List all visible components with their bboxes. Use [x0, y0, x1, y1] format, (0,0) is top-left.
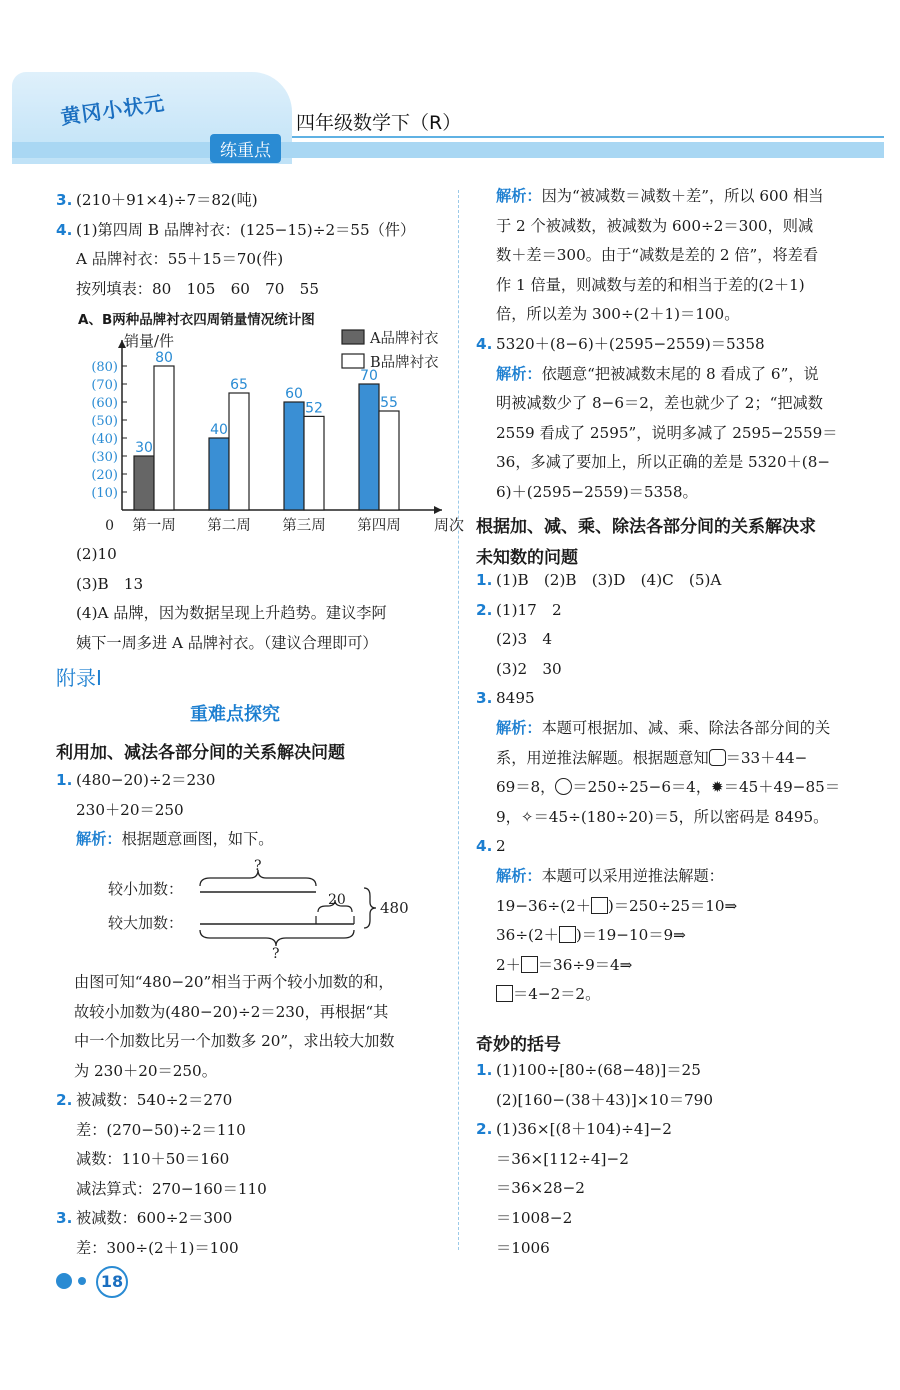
legend-label: B品牌衬衣	[370, 355, 439, 371]
blank-box	[591, 897, 608, 914]
s2-number: 2.	[476, 600, 493, 619]
bar-b	[154, 366, 174, 510]
s1-number: 1.	[476, 571, 493, 589]
y-tick-label: (30)	[91, 450, 118, 465]
t2-line4: ＝1008−2	[496, 1208, 573, 1227]
s3-note-b2: ＝33＋44−	[725, 748, 808, 767]
right-column-bottom	[476, 1056, 876, 1263]
r2-line-4: 36，多减了要加上，所以正确的差是 5320＋(8−	[496, 453, 831, 472]
section2-line-1: 根据加、减、乘、除法各部分间的关系解决求	[476, 517, 816, 537]
subheading: 重难点探究	[190, 704, 280, 725]
p1-note: 根据题意画图，如下。	[121, 830, 274, 849]
bar-value-label: 52	[305, 400, 323, 417]
total-brace	[364, 888, 376, 928]
p1-line2: 230＋20＝250	[76, 800, 184, 819]
left-column-top	[56, 186, 451, 304]
bar-a	[359, 384, 379, 510]
bar-value-label: 80	[155, 350, 173, 366]
s3-note-b1: 系，用逆推法解题。根据题意知	[496, 748, 709, 767]
s4-eq3-a: 2＋	[496, 955, 521, 974]
header-band	[12, 142, 884, 158]
t2-number: 2.	[476, 1120, 493, 1139]
t2-line5: ＝1006	[496, 1238, 550, 1257]
y-tick-label: (10)	[91, 486, 118, 501]
category-label: 第二周	[207, 518, 251, 534]
legend-swatch	[342, 354, 364, 368]
y-tick-label: (70)	[91, 378, 118, 393]
expl-line-1: 由图可知“480−20”相当于两个较小加数的和，	[74, 973, 394, 991]
blank-box	[496, 985, 513, 1002]
q4-number: 4.	[56, 220, 73, 239]
bar-a	[284, 402, 304, 510]
section-badge: 练重点	[210, 134, 281, 163]
problem2-3	[56, 1086, 451, 1264]
q4-part3: (3)B 13	[76, 574, 144, 593]
s4-number: 4.	[476, 837, 493, 856]
t1-line1: (1)100÷[80÷(68−48)]＝25	[496, 1061, 701, 1079]
t2-line2: ＝36×[112÷4]−2	[496, 1149, 629, 1168]
r2-line-2: 明被减数少了 8−6＝2，差也就少了 2；“把减数	[496, 394, 823, 413]
blank-box	[559, 926, 576, 943]
p1-line1: (480−20)÷2＝230	[76, 771, 216, 789]
section1-heading: 利用加、减法各部分间的关系解决问题	[56, 743, 345, 763]
bar-value-label: 65	[230, 377, 248, 393]
page-number: 18	[96, 1266, 128, 1298]
t1-number: 1.	[476, 1061, 493, 1079]
s4-eq2-b: )＝19−10＝9⇒	[575, 926, 686, 945]
star-icon: ✧	[520, 807, 534, 826]
bar-value-label: 60	[285, 386, 303, 402]
r2-line-3: 2559 看成了 2595”，说明多减了 2595−2559＝	[496, 423, 838, 442]
bottom-question: ?	[272, 946, 280, 962]
s3-note-d1: 9，	[496, 807, 521, 826]
s3-answer: 8495	[496, 689, 535, 708]
s4-eq1-b: )＝250÷25＝10⇒	[607, 896, 738, 915]
bar-b	[304, 416, 324, 510]
r1-line-3: 数＋差＝300。由于“减数是差的 2 倍”，将差看	[496, 246, 819, 265]
rounded-square-symbol	[709, 749, 726, 766]
top-question: ?	[254, 858, 262, 874]
chart-title: A、B两种品牌衬衣四周销量情况统计图	[78, 312, 315, 328]
right-column-mid	[476, 566, 876, 1010]
p1-note-label: 解析：	[76, 830, 122, 849]
s3-note-c1: 69＝8，	[496, 778, 556, 797]
r2-note-label: 解析：	[496, 364, 542, 383]
brand-logo: 黄冈小状元	[59, 90, 167, 130]
section2-heading	[476, 512, 816, 574]
rq4-answer: 5320＋(8−6)＋(2595−2559)＝5358	[496, 334, 765, 353]
bar-b	[229, 393, 249, 510]
s4-eq1-a: 19−36÷(2＋	[496, 896, 591, 915]
q4-line3: 按列填表：80 105 60 70 55	[76, 279, 319, 298]
x-axis-label: 周次	[434, 516, 465, 534]
diff-label: 20	[328, 892, 346, 908]
s3-note-label: 解析：	[496, 718, 542, 737]
p1-number: 1.	[56, 771, 73, 789]
category-label: 第一周	[132, 518, 176, 534]
p2-number: 2.	[56, 1091, 73, 1109]
y-tick-label: (60)	[91, 396, 118, 411]
r2-line-1: 依题意“把被减数末尾的 8 看成了 6”，说	[541, 364, 819, 383]
q3-number: 3.	[56, 191, 73, 209]
column-divider	[458, 190, 459, 1250]
origin-label: 0	[105, 518, 114, 534]
p2-line2: 差：(270−50)÷2＝110	[76, 1120, 246, 1139]
q4-part2: (2)10	[76, 545, 117, 563]
y-tick-label: (80)	[91, 360, 118, 375]
addend-diagram	[70, 852, 450, 962]
s4-note: 本题可以采用逆推法解题：	[541, 866, 724, 885]
rq4-number: 4.	[476, 334, 493, 353]
expl-line-4: 为 230＋20＝250。	[74, 1061, 217, 1080]
y-axis-label: 销量/件	[124, 332, 175, 350]
bar-a	[134, 456, 154, 510]
q4-part4-a: (4)A 品牌，因为数据呈现上升趋势。建议李阿	[76, 604, 387, 623]
bar-b	[379, 411, 399, 510]
s4-eq2-a: 36÷(2＋	[496, 926, 559, 945]
bar-chart	[56, 328, 465, 548]
explanation	[74, 968, 454, 1086]
expl-line-3: 中一个加数比另一个加数多 20”，求出较大加数	[74, 1032, 395, 1051]
s3-note-a: 本题可根据加、减、乘、除法各部分间的关	[541, 718, 831, 737]
t1-line2: (2)[160−(38＋43)]×10＝790	[496, 1090, 713, 1109]
section2-line-2: 未知数的问题	[476, 548, 578, 568]
s3-note-c2: ＝250÷25−6＝4，	[572, 778, 712, 797]
s4-note-label: 解析：	[496, 866, 542, 885]
s4-eq3-b: ＝36÷9＝4⇒	[537, 955, 633, 974]
category-label: 第三周	[282, 518, 326, 534]
bar-value-label: 30	[135, 440, 153, 456]
s2-line1: (1)17 2	[496, 600, 562, 619]
p3-line1: 被减数：600÷2＝300	[76, 1209, 233, 1228]
p3-line2: 差：300÷(2＋1)＝100	[76, 1238, 239, 1257]
right-column-top	[476, 182, 876, 508]
y-tick-label: (40)	[91, 432, 118, 447]
expl-line-2: 故较小加数为(480−20)÷2＝230，再根据“其	[74, 1002, 389, 1021]
bar-value-label: 55	[380, 395, 398, 411]
appendix-heading: 附录Ⅰ	[56, 666, 102, 690]
q4-part4-b: 姨下一周多进 A 品牌衬衣。（建议合理即可）	[76, 633, 378, 652]
legend-swatch	[342, 330, 364, 344]
sun-icon: ✹	[711, 778, 724, 797]
diagram-smaller-label: 较小加数：	[108, 880, 184, 898]
s3-note-c3: ＝45＋49−85＝	[723, 778, 841, 797]
bar-value-label: 40	[210, 422, 228, 438]
p2-line3: 减数：110＋50＝160	[76, 1150, 230, 1169]
x-axis-arrow	[434, 506, 442, 514]
p2-line1: 被减数：540÷2＝270	[76, 1091, 233, 1109]
s1-answer: (1)B (2)B (3)D (4)C (5)A	[496, 571, 722, 589]
bottom-brace	[200, 930, 354, 946]
total-label: 480	[380, 899, 409, 917]
s4-eq4-b: ＝4−2＝2。	[513, 985, 601, 1004]
diagram-larger-label: 较大加数：	[108, 914, 184, 932]
page-dot-large	[56, 1273, 72, 1289]
category-label: 第四周	[357, 518, 401, 534]
problem1	[56, 766, 451, 855]
y-tick-label: (20)	[91, 468, 118, 483]
page-dot-small	[78, 1277, 86, 1285]
section3-heading: 奇妙的括号	[476, 1035, 561, 1055]
left-column-mid	[56, 540, 451, 658]
r1-note-label: 解析：	[496, 187, 542, 205]
p2-line4: 减法算式：270−160＝110	[76, 1179, 267, 1198]
t2-line1: (1)36×[(8＋104)÷4]−2	[496, 1120, 672, 1139]
header-rule	[292, 136, 884, 138]
r2-line-5: 6)＋(2595−2559)＝5358。	[496, 482, 698, 501]
q4-line2: A 品牌衬衣：55＋15＝70(件)	[76, 250, 284, 269]
r1-line-4: 作 1 倍量，则减数与差的和相当于差的(2＋1)	[496, 275, 805, 294]
y-tick-label: (50)	[91, 414, 118, 429]
bar-a	[209, 438, 229, 510]
bar-value-label: 70	[360, 368, 378, 384]
p3-number: 3.	[56, 1209, 73, 1228]
s2-line3: (3)2 30	[496, 659, 562, 678]
s4-answer: 2	[496, 837, 506, 856]
s3-number: 3.	[476, 689, 493, 708]
q3-answer: (210＋91×4)÷7＝82(吨)	[76, 191, 258, 209]
r1-line-5: 倍，所以差为 300÷(2＋1)＝100。	[496, 305, 740, 324]
circle-symbol	[555, 778, 572, 795]
t2-line3: ＝36×28−2	[496, 1179, 585, 1198]
q4-line1: (1)第四周 B 品牌衬衣：(125−15)÷2＝55（件）	[76, 220, 416, 239]
blank-box	[521, 956, 538, 973]
legend-label: A品牌衬衣	[370, 331, 439, 347]
s2-line2: (2)3 4	[496, 630, 553, 649]
s3-note-d2: ＝45÷(180÷20)＝5，所以密码是 8495。	[533, 807, 829, 826]
r1-line-1: 因为“被减数＝减数＋差”，所以 600 相当	[541, 187, 824, 205]
r1-line-2: 于 2 个被减数，被减数为 600÷2＝300，则减	[496, 216, 814, 235]
book-title: 四年级数学下（R）	[296, 112, 462, 134]
